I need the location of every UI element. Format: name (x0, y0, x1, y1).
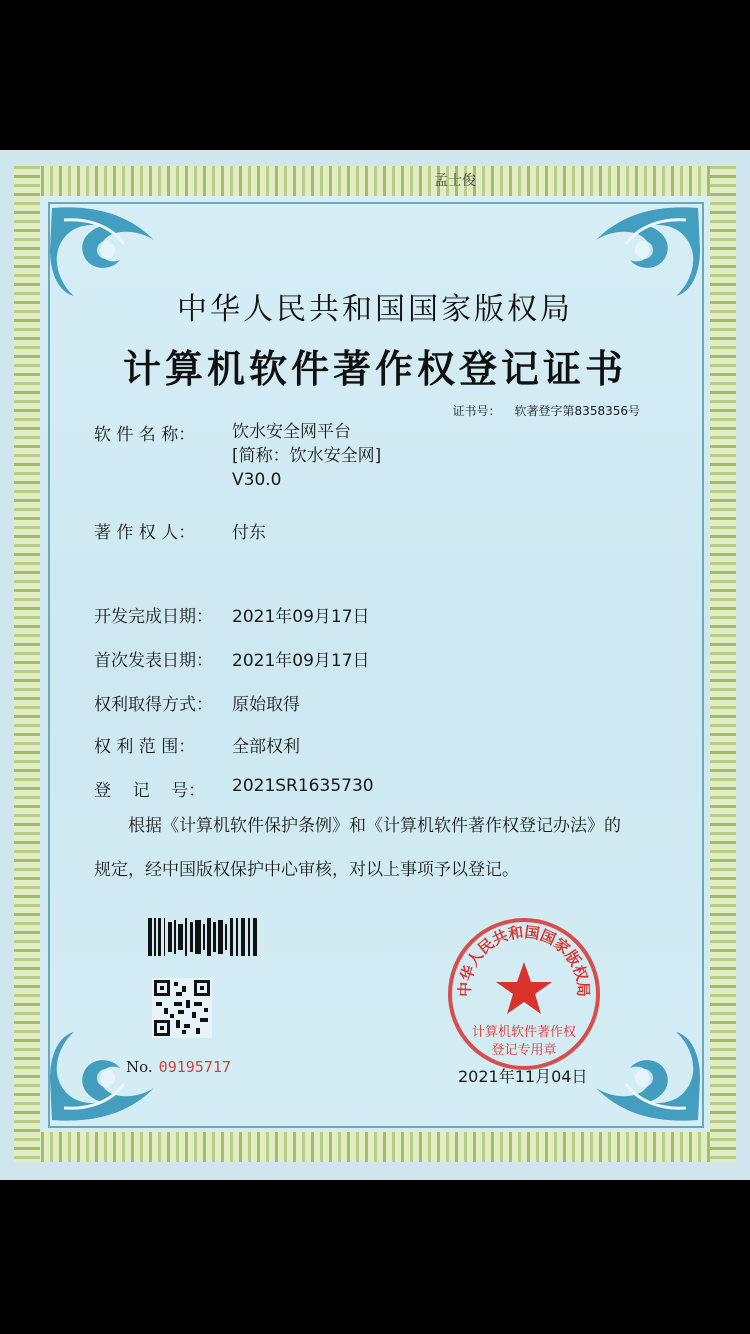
issuing-authority: 中华人民共和国国家版权局 (177, 292, 573, 327)
serial-value: 09195717 (158, 1058, 231, 1076)
seal-star-icon (496, 962, 552, 1014)
owner-label: 著 作 权 人： (94, 523, 196, 543)
barcode-icon (148, 918, 258, 956)
certificate-number-value: 软著登字第8358356号 (514, 404, 640, 418)
acquire-label: 权利取得方式： (94, 695, 213, 715)
seal-line-2: 登记专用章 (491, 1043, 557, 1058)
software-short-name: [简称：饮水安全网] (232, 446, 382, 466)
serial-number (126, 1058, 231, 1076)
scope-label: 权 利 范 围： (94, 737, 196, 757)
registration-number: 2021SR1635730 (232, 776, 374, 796)
publish-date-row (94, 646, 370, 671)
rights-scope: 全部权利 (232, 737, 300, 757)
acquire-method: 原始取得 (232, 695, 300, 715)
software-name: 饮水安全网平台 (232, 422, 351, 442)
publish-date-label: 首次发表日期： (94, 651, 213, 671)
official-seal (444, 914, 604, 1074)
software-version: V30.0 (232, 470, 282, 490)
owner-row (94, 518, 266, 543)
software-name-row (94, 420, 381, 492)
registration-label: 登 记 号： (94, 781, 206, 801)
scope-row (94, 732, 300, 757)
statement-line-1: 根据《计算机软件保护条例》和《计算机软件著作权登记办法》的 (128, 816, 621, 836)
software-name-label: 软 件 名 称： (94, 425, 196, 445)
registration-row (94, 776, 374, 801)
handwritten-note: 孟士俊 (434, 173, 476, 189)
border-top (14, 166, 736, 196)
certificate-title: 计算机软件著作权登记证书 (122, 346, 627, 391)
acquire-row (94, 690, 300, 715)
statement (94, 804, 694, 892)
serial-label: No. (126, 1058, 153, 1076)
seal-ring-text: 中华人民共和国国家版权局 (455, 923, 593, 998)
dev-date: 2021年09月17日 (232, 607, 370, 627)
certificate-number (453, 402, 640, 419)
qr-code-icon (152, 978, 212, 1038)
seal-line-1: 计算机软件著作权 (471, 1025, 577, 1040)
issue-date: 2021年11月04日 (458, 1067, 588, 1086)
publish-date: 2021年09月17日 (232, 651, 370, 671)
certificate-number-label: 证书号： (452, 404, 501, 418)
statement-line-2: 规定，经中国版权保护中心审核，对以上事项予以登记。 (94, 860, 519, 880)
certificate-paper (14, 166, 736, 1162)
owner: 付东 (232, 523, 266, 543)
border-bottom (14, 1132, 736, 1162)
certificate (0, 150, 750, 1180)
dev-date-row (94, 602, 370, 627)
dev-date-label: 开发完成日期： (94, 607, 213, 627)
